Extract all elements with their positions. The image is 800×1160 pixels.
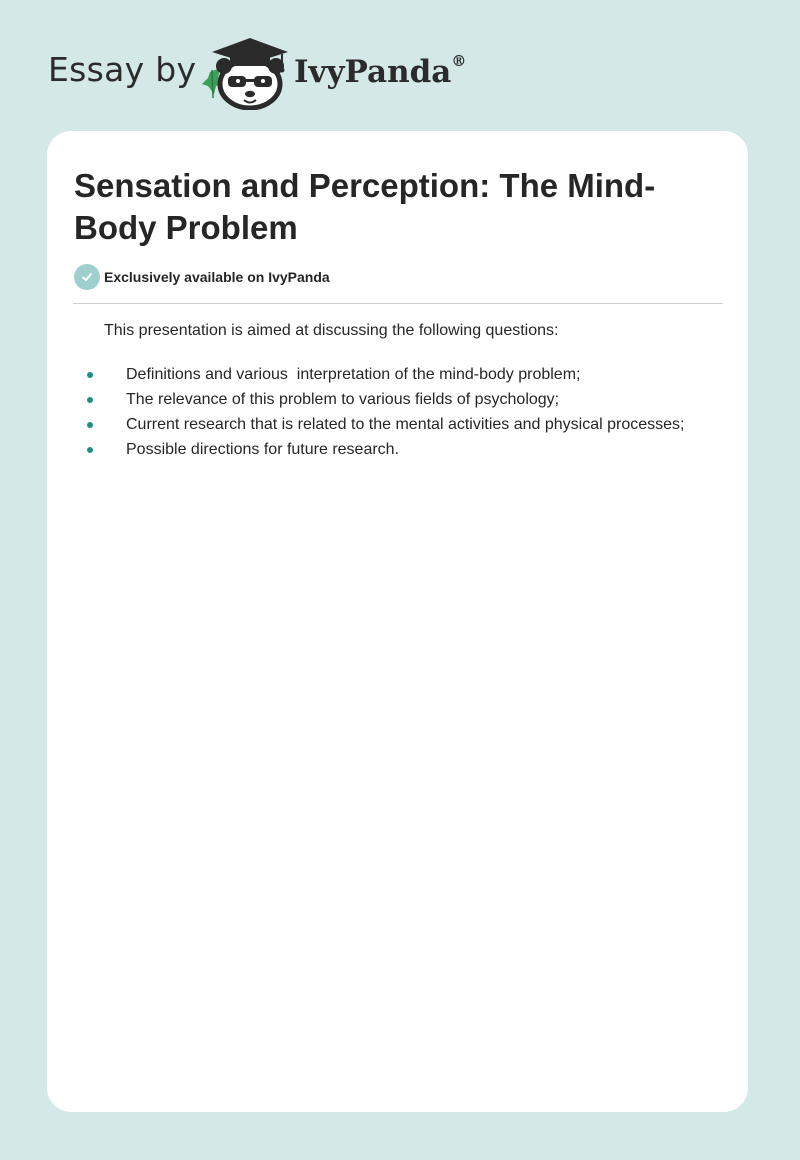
bullet-dot-icon [87,372,93,378]
list-item [84,362,685,387]
brand-text: IvyPanda [294,54,452,90]
list-item [84,387,685,412]
bullet-dot-icon [87,397,93,403]
list-item-text: Possible directions for future research. [126,441,400,458]
essay-by-label: Essay by [48,50,197,89]
document-card [47,131,748,1112]
check-icon [74,264,100,290]
list-item [84,412,685,437]
list-item [84,437,685,462]
exclusive-notice [74,264,330,290]
divider [73,303,723,304]
site-header [48,30,548,110]
brand-name[interactable] [294,54,466,90]
registered-mark: ® [451,52,467,70]
document-title: Sensation and Perception: The Mind-Body Problem [74,167,656,246]
ivypanda-logo[interactable] [202,34,292,110]
list-item-text: Definitions and various interpretation of the mind-body problem; [126,366,581,383]
question-list [84,362,685,462]
bullet-dot-icon [87,422,93,428]
panda-graduation-cap-icon [202,34,292,110]
list-item-text: Current research that is related to the mental activities and physical processes; [126,416,685,433]
exclusive-label: Exclusively available on IvyPanda [104,269,330,285]
list-item-text: The relevance of this problem to various fields of psychology; [126,391,560,408]
bullet-dot-icon [87,447,93,453]
intro-paragraph: This presentation is aimed at discussing the following questions: [104,322,559,339]
